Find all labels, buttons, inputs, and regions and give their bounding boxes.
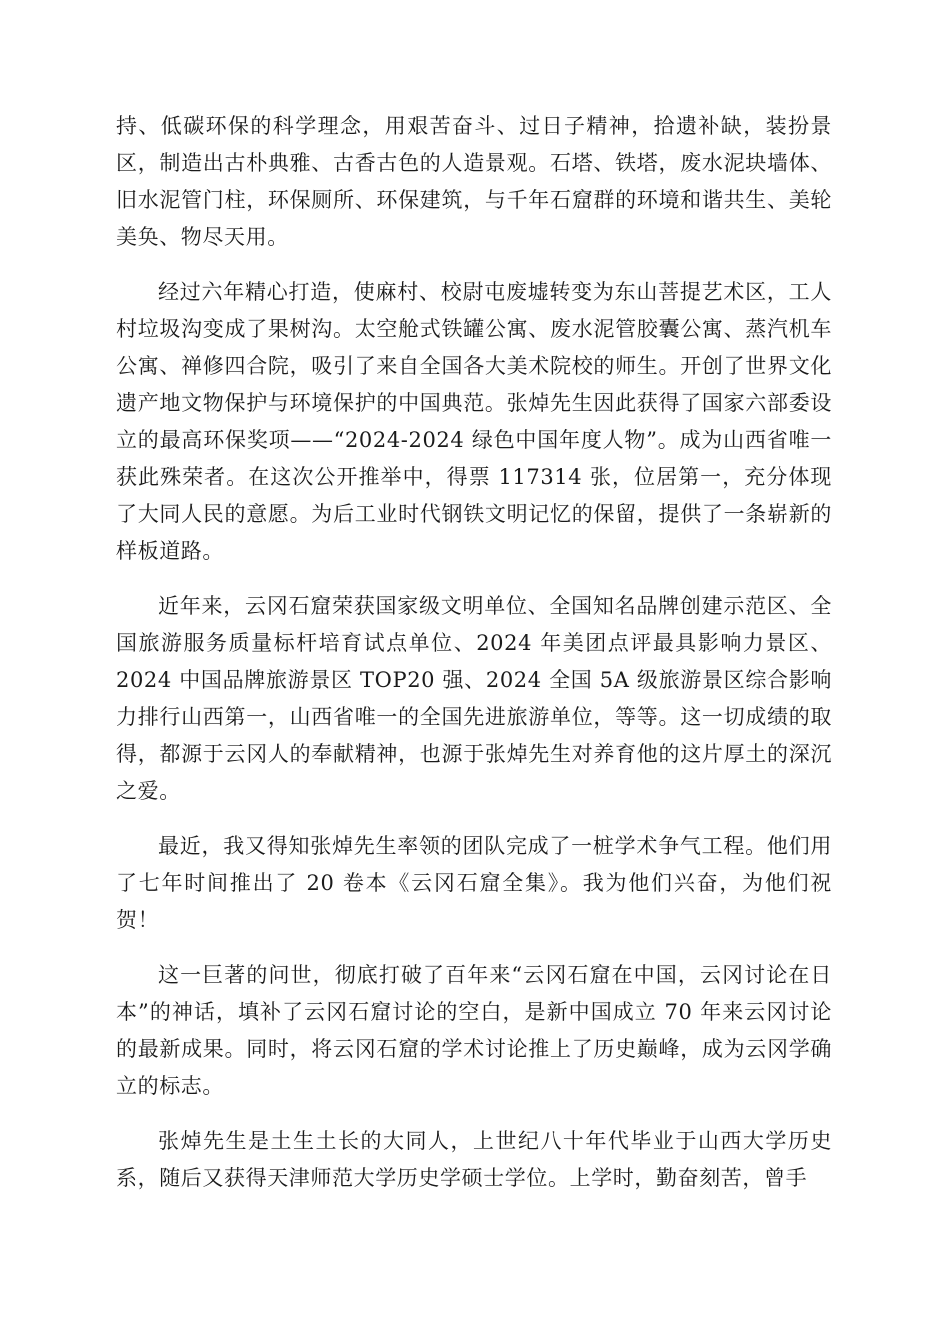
paragraph: 张焯先生是土生土长的大同人，上世纪八十年代毕业于山西大学历史系，随后又获得天津师范大学历史学硕士学位。上学时，勤奋刻苦，曾手 [116, 1129, 832, 1190]
paragraph: 这一巨著的问世，彻底打破了百年来“云冈石窟在中国，云冈讨论在日本”的神话，填补了云冈石窟讨论的空白，是新中国成立 70 年来云冈讨论的最新成果。同时，将云冈石窟的学术讨论推上了历史巅峰，成为云冈学确立的标志。 [116, 963, 832, 1098]
paragraph: 最近，我又得知张焯先生率领的团队完成了一桩学术争气工程。他们用了七年时间推出了 20 卷本《云冈石窟全集》。我为他们兴奋，为他们祝贺！ [116, 834, 832, 932]
article-body [116, 108, 832, 1197]
paragraph: 近年来，云冈石窟荣获国家级文明单位、全国知名品牌创建示范区、全国旅游服务质量标杆培育试点单位、2024 年美团点评最具影响力景区、2024 中国品牌旅游景区 TOP20 强、2024 全国 5A 级旅游景区综合影响力排行山西第一，山西省唯一的全国先进旅游单位，等等。这一切成绩的取得，都源于云冈人的奉献精神，也源于张焯先生对养育他的这片厚土的深沉之爱。 [116, 594, 832, 803]
paragraph-continued: 持、低碳环保的科学理念，用艰苦奋斗、过日子精神，拾遗补缺，装扮景区，制造出古朴典雅、古香古色的人造景观。石塔、铁塔，废水泥块墙体、旧水泥管门柱，环保厕所、环保建筑，与千年石窟群的环境和谐共生、美轮美奂、物尽天用。 [116, 114, 832, 249]
paragraph: 经过六年精心打造，使麻村、校尉屯废墟转变为东山菩提艺术区，工人村垃圾沟变成了果树沟。太空舱式铁罐公寓、废水泥管胶囊公寓、蒸汽机车公寓、禅修四合院，吸引了来自全国各大美术院校的师生。开创了世界文化遗产地文物保护与环境保护的中国典范。张焯先生因此获得了国家六部委设立的最高环保奖项——“2024-2024 绿色中国年度人物”。成为山西省唯一获此殊荣者。在这次公开推举中，得票 117314 张，位居第一，充分体现了大同人民的意愿。为后工业时代钢铁文明记忆的保留，提供了一条崭新的样板道路。 [116, 280, 832, 563]
